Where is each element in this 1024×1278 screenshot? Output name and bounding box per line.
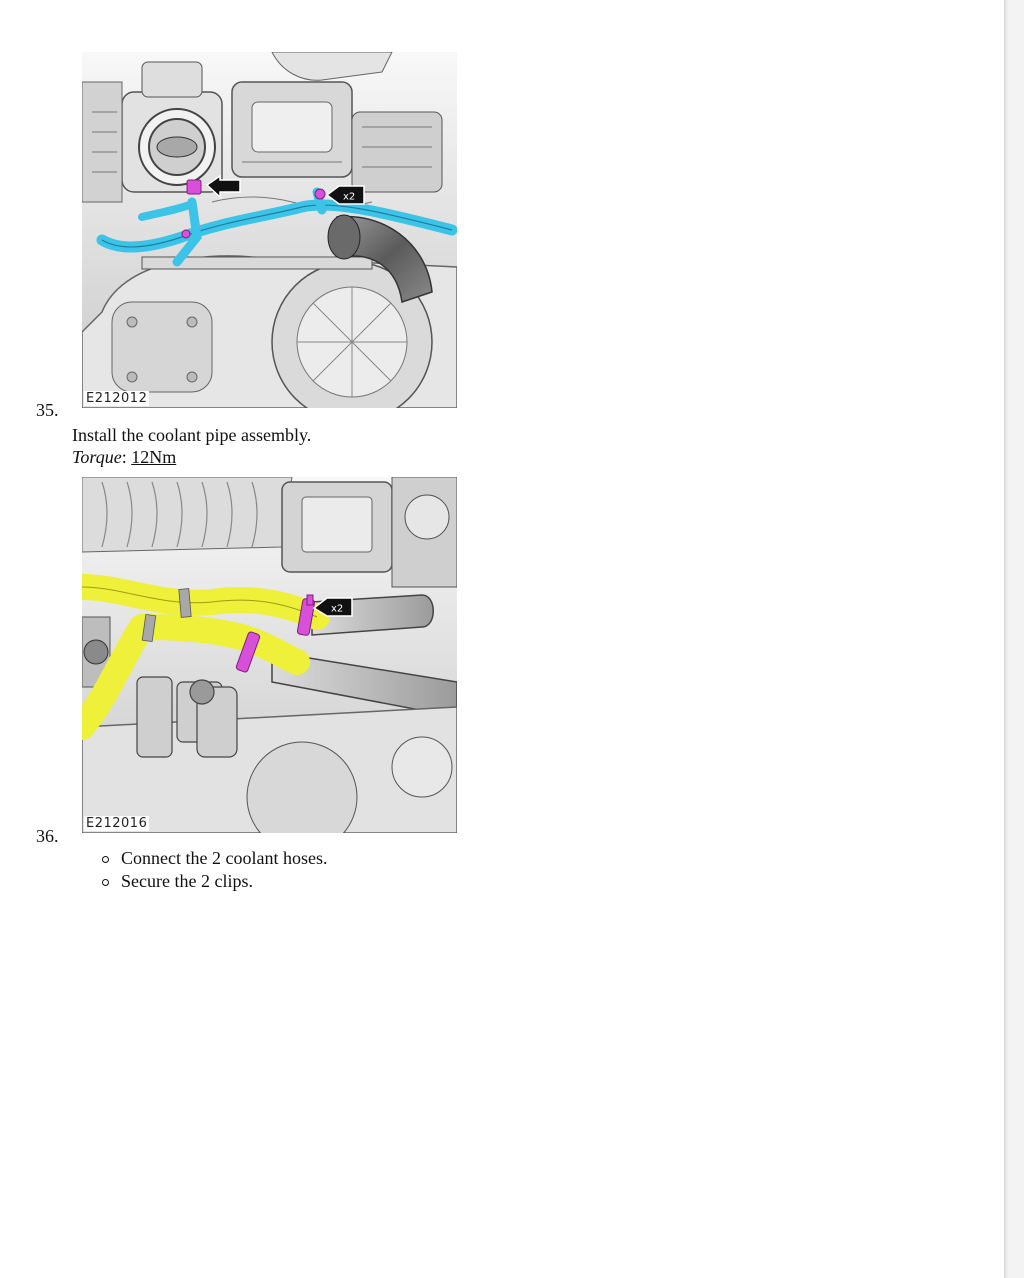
step-35-instruction: Install the coolant pipe assembly.: [72, 425, 312, 445]
torque-value-link[interactable]: 12Nm: [131, 447, 177, 467]
step-35-figure: [82, 52, 457, 408]
list-item: Secure the 2 clips.: [100, 870, 327, 893]
torque-label: Torque: [72, 447, 122, 467]
callout-multiplier-label: x2: [331, 603, 344, 615]
step-36-bullet-list: [100, 847, 327, 893]
step-36-figure: [82, 477, 457, 833]
figure-code: E212012: [86, 391, 148, 406]
callout-multiplier-label: x2: [343, 191, 356, 203]
step-36-number: 36.: [36, 826, 59, 846]
engine-illustration-coolant-pipe: [82, 52, 457, 408]
engine-illustration-coolant-hoses: [82, 477, 457, 833]
bullet-circle-icon: [102, 856, 109, 863]
figure-code: E212016: [86, 816, 148, 831]
step-35-torque: Torque: 12Nm: [72, 447, 177, 467]
bullet-circle-icon: [102, 879, 109, 886]
page-edge-gutter: [1004, 0, 1024, 1278]
step-35-number: 35.: [36, 400, 59, 420]
list-item: Connect the 2 coolant hoses.: [100, 847, 327, 870]
